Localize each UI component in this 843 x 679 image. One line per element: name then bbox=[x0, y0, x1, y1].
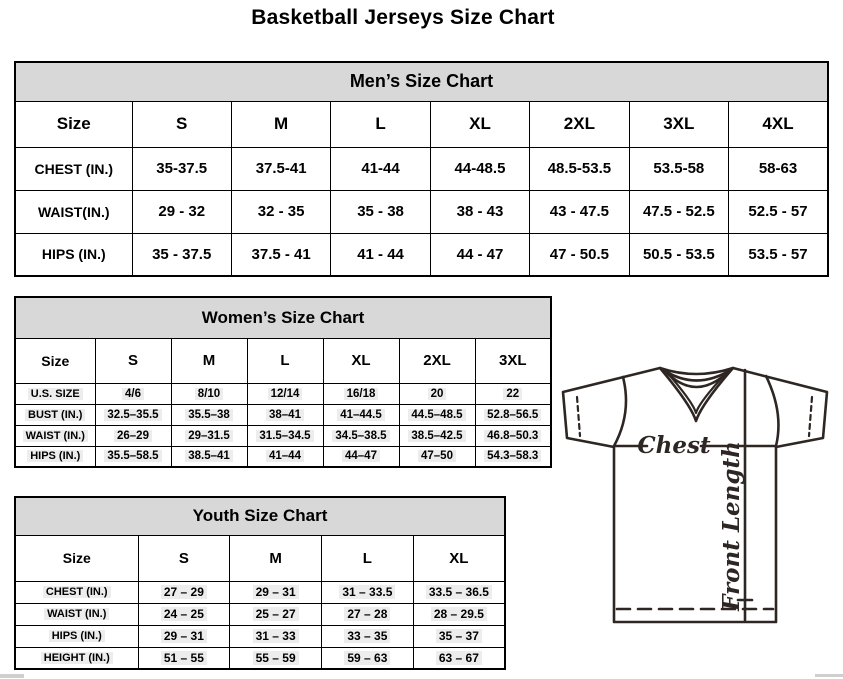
mens-value-cell bbox=[530, 147, 629, 190]
youth-value-cell bbox=[230, 625, 322, 647]
mens-chart-title: Men’s Size Chart bbox=[15, 62, 828, 101]
scrollbar-fragment-left[interactable] bbox=[0, 674, 24, 678]
youth-row-label-text: HEIGHT (IN.) bbox=[41, 652, 113, 664]
youth-value-cell bbox=[322, 581, 414, 603]
youth-value-cell-text: 31 – 33 bbox=[253, 629, 299, 643]
youth-table-row bbox=[15, 647, 505, 669]
mens-col-header-3XL: 3XL bbox=[629, 101, 728, 147]
mens-value-cell bbox=[629, 190, 728, 233]
youth-value-cell bbox=[322, 625, 414, 647]
mens-value-cell-text: 47 - 50.5 bbox=[549, 245, 609, 263]
womens-value-cell-text: 16/18 bbox=[344, 388, 379, 400]
scrollbar-fragment-right[interactable] bbox=[815, 674, 843, 677]
womens-value-cell bbox=[399, 425, 475, 446]
youth-table-row bbox=[15, 625, 505, 647]
womens-size-header: Size bbox=[15, 338, 95, 383]
womens-value-cell bbox=[95, 404, 171, 425]
womens-value-cell bbox=[475, 383, 551, 404]
womens-value-cell bbox=[247, 425, 323, 446]
mens-value-cell bbox=[629, 233, 728, 276]
mens-value-cell-text: 35 - 37.5 bbox=[152, 245, 212, 263]
mens-value-cell-text: 38 - 43 bbox=[456, 203, 504, 220]
womens-value-cell bbox=[171, 383, 247, 404]
womens-value-cell-text: 44.5–48.5 bbox=[408, 409, 465, 421]
womens-value-cell-text: 8/10 bbox=[195, 388, 223, 400]
youth-value-cell bbox=[322, 603, 414, 625]
jersey-outline bbox=[563, 368, 827, 622]
womens-value-cell bbox=[399, 446, 475, 467]
mens-value-cell bbox=[430, 190, 529, 233]
youth-value-cell bbox=[230, 647, 322, 669]
mens-value-cell bbox=[231, 233, 330, 276]
mens-value-cell-text: 37.5-41 bbox=[255, 160, 307, 177]
youth-value-cell-text: 59 – 63 bbox=[344, 651, 390, 665]
youth-row-label bbox=[15, 581, 138, 603]
youth-value-cell bbox=[138, 625, 230, 647]
youth-value-cell bbox=[138, 603, 230, 625]
mens-row-label-text: WAIST(IN.) bbox=[37, 203, 110, 220]
mens-table-row bbox=[15, 190, 828, 233]
mens-size-table bbox=[14, 61, 829, 277]
womens-value-cell-text: 46.8–50.3 bbox=[484, 430, 541, 442]
mens-value-cell-text: 53.5 - 57 bbox=[748, 245, 808, 263]
youth-col-header-L: L bbox=[322, 535, 414, 581]
womens-row-label-text: U.S. SIZE bbox=[28, 388, 83, 400]
youth-value-cell-text: 24 – 25 bbox=[161, 607, 207, 621]
mens-value-cell-text: 35 - 38 bbox=[357, 203, 404, 220]
womens-value-cell-text: 35.5–38 bbox=[185, 409, 233, 421]
womens-value-cell bbox=[399, 383, 475, 404]
womens-row-label bbox=[15, 446, 95, 467]
mens-value-cell bbox=[231, 147, 330, 190]
chest-label: Chest bbox=[637, 432, 711, 459]
youth-row-label-text: HIPS (IN.) bbox=[49, 630, 105, 642]
womens-value-cell bbox=[171, 425, 247, 446]
womens-size-table bbox=[14, 296, 552, 468]
womens-col-header-2XL: 2XL bbox=[399, 338, 475, 383]
womens-value-cell-text: 34.5–38.5 bbox=[332, 430, 389, 442]
womens-value-cell-text: 20 bbox=[428, 388, 447, 400]
womens-row-label-text: BUST (IN.) bbox=[25, 409, 85, 421]
youth-value-cell-text: 63 – 67 bbox=[436, 651, 482, 665]
youth-table-row bbox=[15, 581, 505, 603]
mens-col-header-S: S bbox=[132, 101, 231, 147]
womens-value-cell-text: 12/14 bbox=[268, 388, 303, 400]
youth-row-label-text: CHEST (IN.) bbox=[43, 586, 111, 598]
mens-row-label bbox=[15, 147, 132, 190]
mens-col-header-4XL: 4XL bbox=[729, 101, 828, 147]
mens-value-cell-text: 48.5-53.5 bbox=[547, 160, 612, 177]
youth-row-label bbox=[15, 625, 138, 647]
womens-value-cell bbox=[323, 446, 399, 467]
youth-value-cell-text: 29 – 31 bbox=[161, 629, 207, 643]
womens-col-header-XL: XL bbox=[323, 338, 399, 383]
womens-col-header-M: M bbox=[171, 338, 247, 383]
womens-value-cell bbox=[171, 404, 247, 425]
mens-value-cell-text: 50.5 - 53.5 bbox=[642, 245, 715, 263]
mens-value-cell-text: 53.5-58 bbox=[653, 160, 705, 177]
youth-value-cell bbox=[413, 603, 505, 625]
youth-chart-title: Youth Size Chart bbox=[15, 497, 505, 535]
womens-value-cell bbox=[475, 404, 551, 425]
womens-value-cell-text: 35.5–58.5 bbox=[104, 450, 161, 462]
womens-value-cell-text: 22 bbox=[503, 388, 522, 400]
youth-value-cell-text: 25 – 27 bbox=[253, 607, 299, 621]
youth-size-header: Size bbox=[15, 535, 138, 581]
mens-value-cell-text: 52.5 - 57 bbox=[748, 203, 808, 220]
womens-row-label-text: HIPS (IN.) bbox=[27, 450, 83, 462]
mens-value-cell bbox=[729, 190, 828, 233]
womens-col-header-3XL: 3XL bbox=[475, 338, 551, 383]
womens-value-cell-text: 41–44 bbox=[266, 450, 304, 462]
mens-table-row bbox=[15, 233, 828, 276]
mens-value-cell-text: 29 - 32 bbox=[158, 203, 206, 220]
womens-value-cell bbox=[247, 446, 323, 467]
womens-value-cell-text: 29–31.5 bbox=[185, 430, 233, 442]
mens-value-cell bbox=[629, 147, 728, 190]
womens-row-label bbox=[15, 404, 95, 425]
youth-value-cell-text: 31 – 33.5 bbox=[339, 585, 395, 599]
womens-value-cell-text: 38.5–41 bbox=[185, 450, 233, 462]
mens-value-cell-text: 44 - 47 bbox=[456, 245, 504, 263]
mens-col-header-L: L bbox=[331, 101, 430, 147]
youth-value-cell bbox=[230, 581, 322, 603]
mens-value-cell-text: 41 - 44 bbox=[357, 245, 404, 263]
womens-col-header-L: L bbox=[247, 338, 323, 383]
mens-col-header-M: M bbox=[231, 101, 330, 147]
mens-col-header-2XL: 2XL bbox=[530, 101, 629, 147]
youth-value-cell bbox=[138, 581, 230, 603]
youth-col-header-S: S bbox=[138, 535, 230, 581]
womens-row-label bbox=[15, 383, 95, 404]
womens-table-row bbox=[15, 404, 551, 425]
youth-value-cell-text: 51 – 55 bbox=[161, 651, 207, 665]
mens-value-cell bbox=[132, 147, 231, 190]
mens-value-cell-text: 41-44 bbox=[361, 160, 400, 177]
womens-table-row bbox=[15, 425, 551, 446]
youth-value-cell-text: 55 – 59 bbox=[253, 651, 299, 665]
front-length-label: Front Length bbox=[718, 441, 745, 611]
youth-row-label bbox=[15, 647, 138, 669]
mens-row-label bbox=[15, 233, 132, 276]
youth-value-cell bbox=[230, 603, 322, 625]
youth-value-cell-text: 27 – 28 bbox=[344, 607, 390, 621]
youth-size-table bbox=[14, 496, 506, 670]
womens-value-cell bbox=[399, 404, 475, 425]
womens-value-cell-text: 4/6 bbox=[122, 388, 144, 400]
mens-value-cell-text: 44-48.5 bbox=[454, 160, 506, 177]
youth-value-cell-text: 28 – 29.5 bbox=[431, 607, 487, 621]
mens-row-label-text: CHEST (IN.) bbox=[34, 160, 114, 177]
mens-value-cell-text: 47.5 - 52.5 bbox=[642, 203, 715, 220]
youth-value-cell bbox=[322, 647, 414, 669]
youth-table-row bbox=[15, 603, 505, 625]
mens-value-cell bbox=[331, 233, 430, 276]
mens-value-cell-text: 35-37.5 bbox=[156, 160, 208, 177]
mens-row-label-text: HIPS (IN.) bbox=[41, 246, 106, 263]
womens-chart-title: Women’s Size Chart bbox=[15, 297, 551, 338]
womens-value-cell-text: 38.5–42.5 bbox=[408, 430, 465, 442]
womens-value-cell-text: 47–50 bbox=[418, 450, 456, 462]
youth-value-cell bbox=[138, 647, 230, 669]
womens-value-cell bbox=[247, 383, 323, 404]
womens-col-header-S: S bbox=[95, 338, 171, 383]
youth-value-cell bbox=[413, 647, 505, 669]
youth-value-cell-text: 29 – 31 bbox=[253, 585, 299, 599]
mens-value-cell-text: 37.5 - 41 bbox=[251, 245, 311, 263]
womens-value-cell bbox=[475, 425, 551, 446]
mens-value-cell bbox=[331, 190, 430, 233]
mens-value-cell bbox=[430, 147, 529, 190]
mens-value-cell bbox=[729, 147, 828, 190]
mens-value-cell bbox=[132, 190, 231, 233]
mens-value-cell bbox=[530, 190, 629, 233]
womens-value-cell-text: 52.8–56.5 bbox=[484, 409, 541, 421]
youth-row-label bbox=[15, 603, 138, 625]
youth-col-header-M: M bbox=[230, 535, 322, 581]
womens-table-row bbox=[15, 446, 551, 467]
jersey-measurement-diagram bbox=[553, 358, 843, 648]
mens-row-label bbox=[15, 190, 132, 233]
youth-value-cell bbox=[413, 625, 505, 647]
womens-table-row bbox=[15, 383, 551, 404]
womens-value-cell bbox=[323, 383, 399, 404]
womens-value-cell-text: 26–29 bbox=[114, 430, 152, 442]
womens-value-cell bbox=[475, 446, 551, 467]
mens-value-cell bbox=[231, 190, 330, 233]
mens-value-cell bbox=[132, 233, 231, 276]
womens-row-label-text: WAIST (IN.) bbox=[23, 430, 88, 442]
youth-value-cell-text: 27 – 29 bbox=[161, 585, 207, 599]
mens-value-cell bbox=[331, 147, 430, 190]
womens-value-cell bbox=[95, 446, 171, 467]
womens-value-cell-text: 31.5–34.5 bbox=[256, 430, 313, 442]
mens-value-cell-text: 32 - 35 bbox=[257, 203, 305, 220]
mens-value-cell bbox=[430, 233, 529, 276]
mens-size-header: Size bbox=[15, 101, 132, 147]
mens-table-row bbox=[15, 147, 828, 190]
page-title: Basketball Jerseys Size Chart bbox=[251, 6, 555, 29]
youth-value-cell-text: 33 – 35 bbox=[344, 629, 390, 643]
womens-value-cell-text: 41–44.5 bbox=[337, 409, 385, 421]
mens-value-cell-text: 43 - 47.5 bbox=[549, 203, 609, 220]
womens-value-cell bbox=[323, 425, 399, 446]
youth-value-cell-text: 35 – 37 bbox=[436, 629, 482, 643]
mens-value-cell-text: 58-63 bbox=[758, 160, 798, 177]
youth-row-label-text: WAIST (IN.) bbox=[44, 608, 109, 620]
mens-value-cell bbox=[729, 233, 828, 276]
womens-value-cell bbox=[171, 446, 247, 467]
mens-value-cell bbox=[530, 233, 629, 276]
youth-col-header-XL: XL bbox=[413, 535, 505, 581]
womens-value-cell-text: 38–41 bbox=[266, 409, 304, 421]
womens-value-cell bbox=[247, 404, 323, 425]
womens-value-cell bbox=[95, 425, 171, 446]
womens-row-label bbox=[15, 425, 95, 446]
womens-value-cell-text: 44–47 bbox=[342, 450, 380, 462]
womens-value-cell bbox=[323, 404, 399, 425]
youth-value-cell bbox=[413, 581, 505, 603]
womens-value-cell-text: 32.5–35.5 bbox=[104, 409, 161, 421]
mens-col-header-XL: XL bbox=[430, 101, 529, 147]
womens-value-cell-text: 54.3–58.3 bbox=[484, 450, 541, 462]
youth-value-cell-text: 33.5 – 36.5 bbox=[426, 585, 492, 599]
womens-value-cell bbox=[95, 383, 171, 404]
